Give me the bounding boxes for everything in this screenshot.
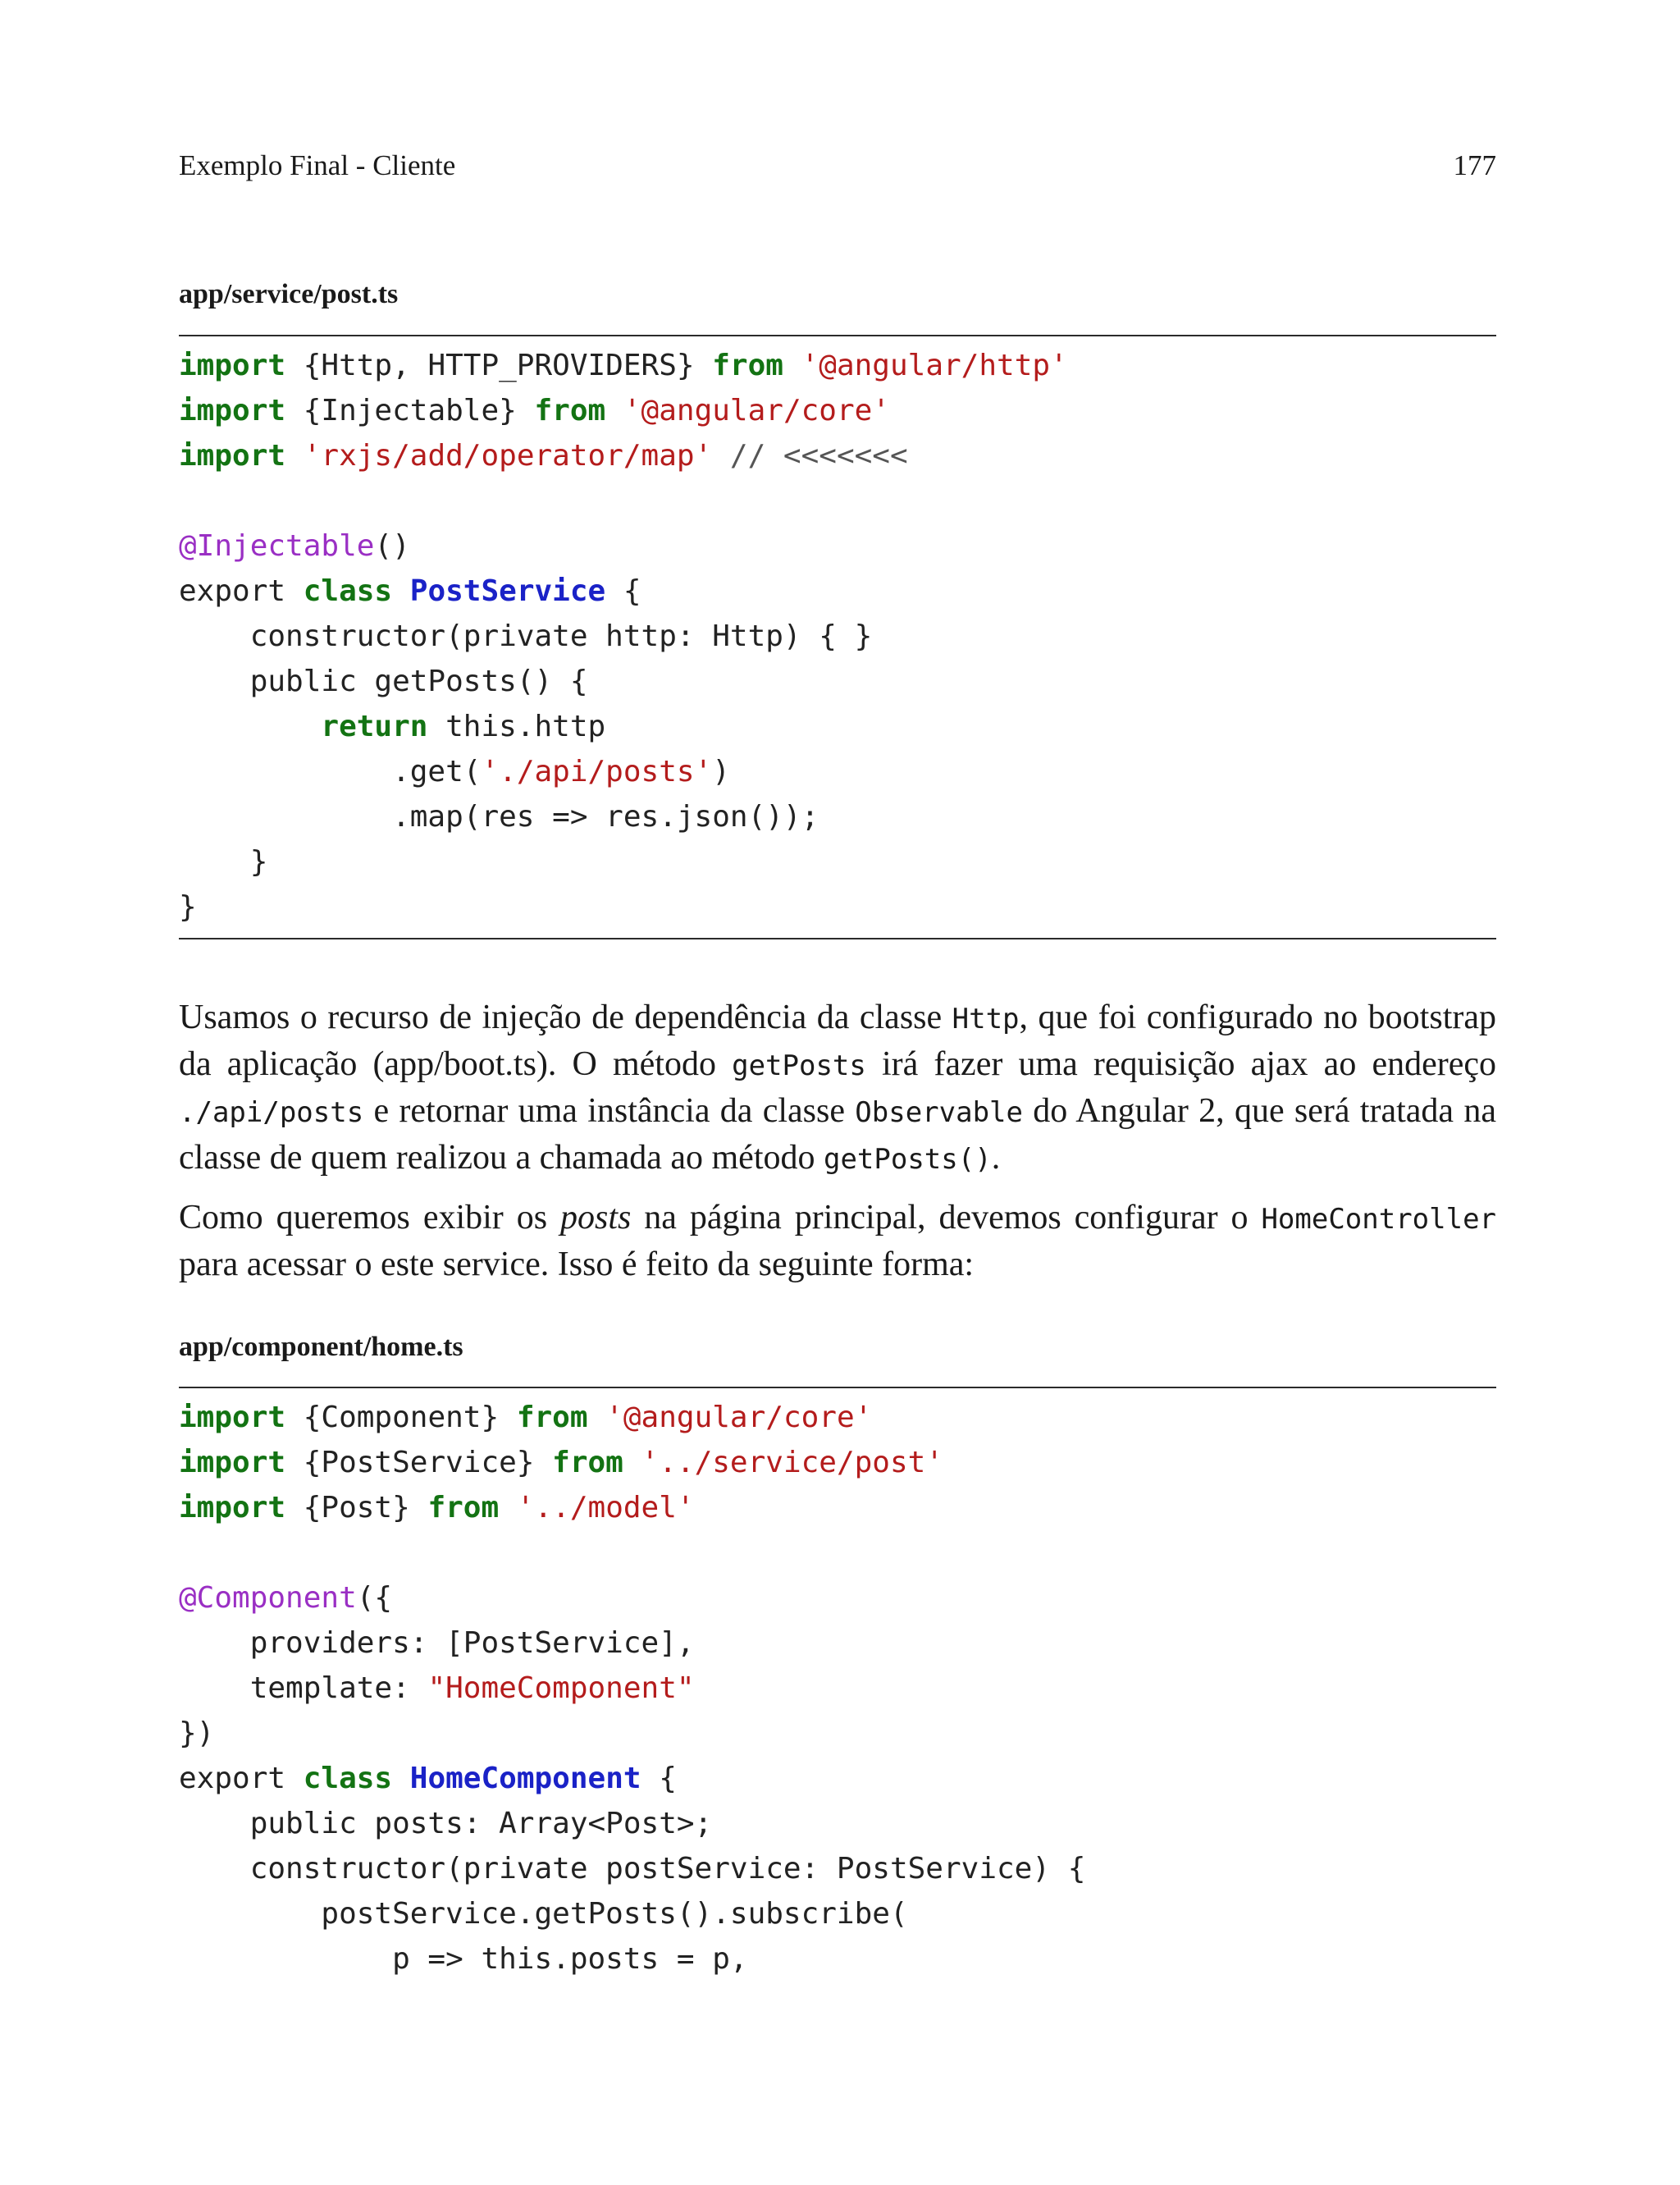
code-string: './api/posts' bbox=[481, 755, 713, 789]
code-text bbox=[783, 349, 801, 382]
code-line bbox=[179, 1711, 1496, 1756]
code-text: } bbox=[179, 845, 268, 879]
paragraph-text: , que foi configurado no bootstrap da aplicação (app/boot.ts). O método bbox=[179, 999, 1496, 1083]
code-text: { bbox=[605, 574, 641, 608]
page-number: 177 bbox=[1453, 149, 1496, 181]
code-line bbox=[179, 1440, 1496, 1485]
code-class-name: HomeComponent bbox=[409, 1762, 641, 1795]
code-text bbox=[179, 710, 321, 743]
code-keyword: from bbox=[516, 1401, 588, 1434]
code-text: {Injectable} bbox=[285, 394, 535, 427]
inline-code: HomeController bbox=[1261, 1203, 1497, 1236]
code-line bbox=[179, 885, 1496, 930]
code-text: .get( bbox=[179, 755, 482, 789]
code-text: constructor(private http: Http) { } bbox=[179, 619, 873, 653]
code-class-name: PostService bbox=[409, 574, 606, 608]
code-decorator: @Injectable bbox=[179, 529, 375, 563]
code-string: '../model' bbox=[516, 1491, 695, 1524]
paragraph-text: Como queremos exibir os bbox=[179, 1199, 560, 1236]
code-text: template: bbox=[179, 1671, 428, 1705]
code-decorator: @Component bbox=[179, 1581, 357, 1615]
listing-title-home-component: app/component/home.ts bbox=[179, 1332, 463, 1362]
code-keyword: import bbox=[179, 1446, 286, 1479]
paragraph-text: . bbox=[991, 1139, 1001, 1177]
code-keyword: class bbox=[303, 574, 393, 608]
code-string: "HomeComponent" bbox=[427, 1671, 695, 1705]
running-header bbox=[179, 146, 1496, 185]
code-line bbox=[179, 704, 1496, 749]
code-line bbox=[179, 388, 1496, 433]
code-line bbox=[179, 614, 1496, 659]
code-text: public getPosts() { bbox=[179, 665, 588, 698]
code-comment: // <<<<<<< bbox=[712, 439, 908, 473]
code-line bbox=[179, 1891, 1496, 1936]
code-keyword: from bbox=[427, 1491, 500, 1524]
code-text bbox=[392, 574, 410, 608]
code-line bbox=[179, 1846, 1496, 1891]
code-text: {PostService} bbox=[285, 1446, 553, 1479]
code-line bbox=[179, 749, 1496, 794]
code-line bbox=[179, 1801, 1496, 1846]
code-listing-home-component bbox=[179, 1387, 1496, 1982]
emphasis: posts bbox=[560, 1199, 632, 1236]
paragraph-text: para acessar o este service. Isso é feito da seguinte forma: bbox=[179, 1246, 975, 1283]
code-listing-post-service bbox=[179, 335, 1496, 939]
code-keyword: import bbox=[179, 349, 286, 382]
code-keyword: import bbox=[179, 394, 286, 427]
code-text: p => this.posts = p, bbox=[179, 1942, 748, 1976]
code-text: constructor(private postService: PostService) { bbox=[179, 1852, 1086, 1886]
code-line bbox=[179, 343, 1496, 388]
code-line bbox=[179, 1575, 1496, 1620]
code-text: () bbox=[374, 529, 410, 563]
code-text: }) bbox=[179, 1716, 215, 1750]
inline-code: getPosts bbox=[732, 1049, 866, 1082]
inline-code: ./api/posts bbox=[179, 1096, 364, 1129]
code-text: {Post} bbox=[285, 1491, 428, 1524]
code-line bbox=[179, 1666, 1496, 1711]
code-line bbox=[179, 659, 1496, 704]
code-text: this.http bbox=[427, 710, 606, 743]
code-string: '@angular/core' bbox=[623, 394, 890, 427]
code-line bbox=[179, 478, 1496, 523]
code-keyword: import bbox=[179, 439, 286, 473]
code-line bbox=[179, 1530, 1496, 1575]
code-line bbox=[179, 433, 1496, 478]
code-line bbox=[179, 839, 1496, 885]
code-keyword: return bbox=[321, 710, 428, 743]
code-string: '../service/post' bbox=[641, 1446, 944, 1479]
inline-code: Observable bbox=[855, 1096, 1023, 1129]
code-keyword: from bbox=[552, 1446, 623, 1479]
code-keyword: from bbox=[534, 394, 606, 427]
code-line bbox=[179, 1936, 1496, 1982]
body-paragraph-1 bbox=[179, 995, 1496, 1182]
code-line bbox=[179, 1620, 1496, 1666]
code-text: public posts: Array<Post>; bbox=[179, 1807, 713, 1840]
paragraph-text: Usamos o recurso de injeção de dependência da classe bbox=[179, 999, 952, 1036]
code-line bbox=[179, 523, 1496, 569]
code-keyword: import bbox=[179, 1491, 286, 1524]
code-text: { bbox=[641, 1762, 677, 1795]
code-text: postService.getPosts().subscribe( bbox=[179, 1897, 908, 1931]
body-paragraph-2 bbox=[179, 1195, 1496, 1287]
code-text: ({ bbox=[356, 1581, 393, 1615]
code-string: '@angular/core' bbox=[605, 1401, 873, 1434]
paragraph-text: e retornar uma instância da classe bbox=[363, 1092, 856, 1130]
code-text bbox=[605, 394, 623, 427]
code-text bbox=[623, 1446, 641, 1479]
code-keyword: import bbox=[179, 1401, 286, 1434]
code-line bbox=[179, 794, 1496, 839]
code-text: export bbox=[179, 574, 304, 608]
code-text bbox=[392, 1762, 410, 1795]
code-string: '@angular/http' bbox=[801, 349, 1068, 382]
code-line bbox=[179, 1395, 1496, 1440]
code-keyword: class bbox=[303, 1762, 393, 1795]
code-line bbox=[179, 1485, 1496, 1530]
code-text: } bbox=[179, 890, 197, 924]
code-text bbox=[588, 1401, 606, 1434]
code-line bbox=[179, 569, 1496, 614]
listing-title-post-service: app/service/post.ts bbox=[179, 279, 399, 309]
code-text: {Component} bbox=[285, 1401, 517, 1434]
chapter-title: Exemplo Final - Cliente bbox=[179, 149, 456, 181]
code-text bbox=[285, 439, 304, 473]
paragraph-text: na página principal, devemos configurar o bbox=[631, 1199, 1262, 1236]
code-text bbox=[499, 1491, 517, 1524]
inline-code: Http bbox=[952, 1003, 1020, 1035]
code-line bbox=[179, 1756, 1496, 1801]
code-text: ) bbox=[712, 755, 730, 789]
code-text: .map(res => res.json()); bbox=[179, 800, 819, 834]
code-keyword: from bbox=[712, 349, 783, 382]
code-text: export bbox=[179, 1762, 304, 1795]
paragraph-text: irá fazer uma requisição ajax ao endereço bbox=[865, 1045, 1497, 1083]
code-text: providers: [PostService], bbox=[179, 1626, 695, 1660]
inline-code: getPosts() bbox=[823, 1143, 992, 1176]
code-string: 'rxjs/add/operator/map' bbox=[303, 439, 713, 473]
code-text: {Http, HTTP_PROVIDERS} bbox=[285, 349, 713, 382]
paragraph-text: do Angular 2, que será tratada na classe de quem realizou a chamada ao método bbox=[179, 1092, 1496, 1177]
